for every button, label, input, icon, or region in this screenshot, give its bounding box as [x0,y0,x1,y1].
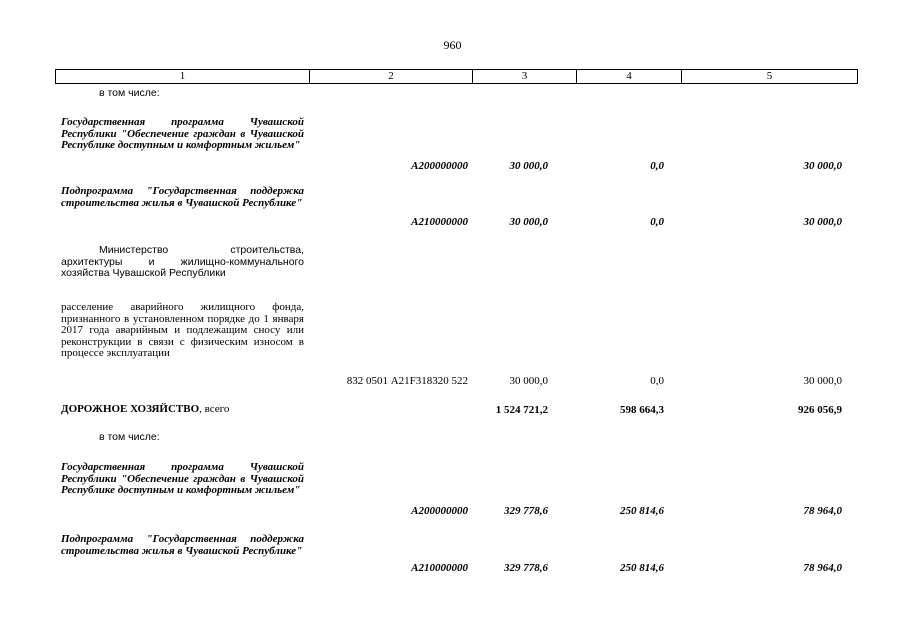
row-label [61,404,304,416]
row-label: в том числе: [99,87,160,99]
row-value-3: 329 778,6 [504,562,548,574]
header-col-4: 4 [577,70,682,84]
row-code: А200000000 [411,160,468,172]
row-value-3: 329 778,6 [504,505,548,517]
header-col-2: 2 [310,70,473,84]
row-label: Государственная программа Чувашской Республики "Обеспечение граждан в Чувашской Республике доступным и комфортным жильем" [61,461,304,497]
row-value-5: 30 000,0 [803,216,842,228]
row-value-4: 0,0 [650,375,664,387]
row-value-3: 30 000,0 [509,160,548,172]
row-value-5: 78 964,0 [803,562,842,574]
row-label: Подпрограмма "Государственная поддержка строительства жилья в Чувашской Республике" [61,533,304,557]
row-label-suffix: , всего [199,403,230,415]
row-value-5: 926 056,9 [798,404,842,416]
row-code: А200000000 [411,505,468,517]
row-label: Государственная программа Чувашской Республики "Обеспечение граждан в Чувашской Республике доступным и комфортным жильем" [61,116,304,152]
row-value-3: 1 524 721,2 [495,404,548,416]
row-value-5: 30 000,0 [803,160,842,172]
row-value-4: 0,0 [650,216,664,228]
row-value-3: 30 000,0 [509,375,548,387]
row-label: Министерство строительства, архитектуры и жилищно-коммунального хозяйства Чувашской Республики [61,244,304,280]
row-value-3: 30 000,0 [509,216,548,228]
row-value-5: 78 964,0 [803,505,842,517]
header-col-3: 3 [473,70,577,84]
row-label-bold: ДОРОЖНОЕ ХОЗЯЙСТВО [61,403,200,415]
row-label: в том числе: [99,431,160,443]
row-code: А210000000 [411,216,468,228]
page-number: 960 [443,38,462,52]
row-code: А210000000 [411,562,468,574]
row-label: Подпрограмма "Государственная поддержка строительства жилья в Чувашской Республике" [61,185,304,209]
row-value-4: 250 814,6 [620,505,664,517]
row-value-4: 250 814,6 [620,562,664,574]
row-code: 832 0501 А21F318320 522 [346,375,468,387]
header-col-5: 5 [682,70,858,84]
table-header [55,69,858,84]
row-value-4: 0,0 [650,160,664,172]
row-label: расселение аварийного жилищного фонда, признанного в установленном порядке до 1 января 2017 года аварийным и подлежащим сносу или реконструкции в связи с физическим износом в процессе эксплуатации [61,301,304,360]
row-value-4: 598 664,3 [620,404,664,416]
row-value-5: 30 000,0 [803,375,842,387]
header-col-1: 1 [56,70,310,84]
